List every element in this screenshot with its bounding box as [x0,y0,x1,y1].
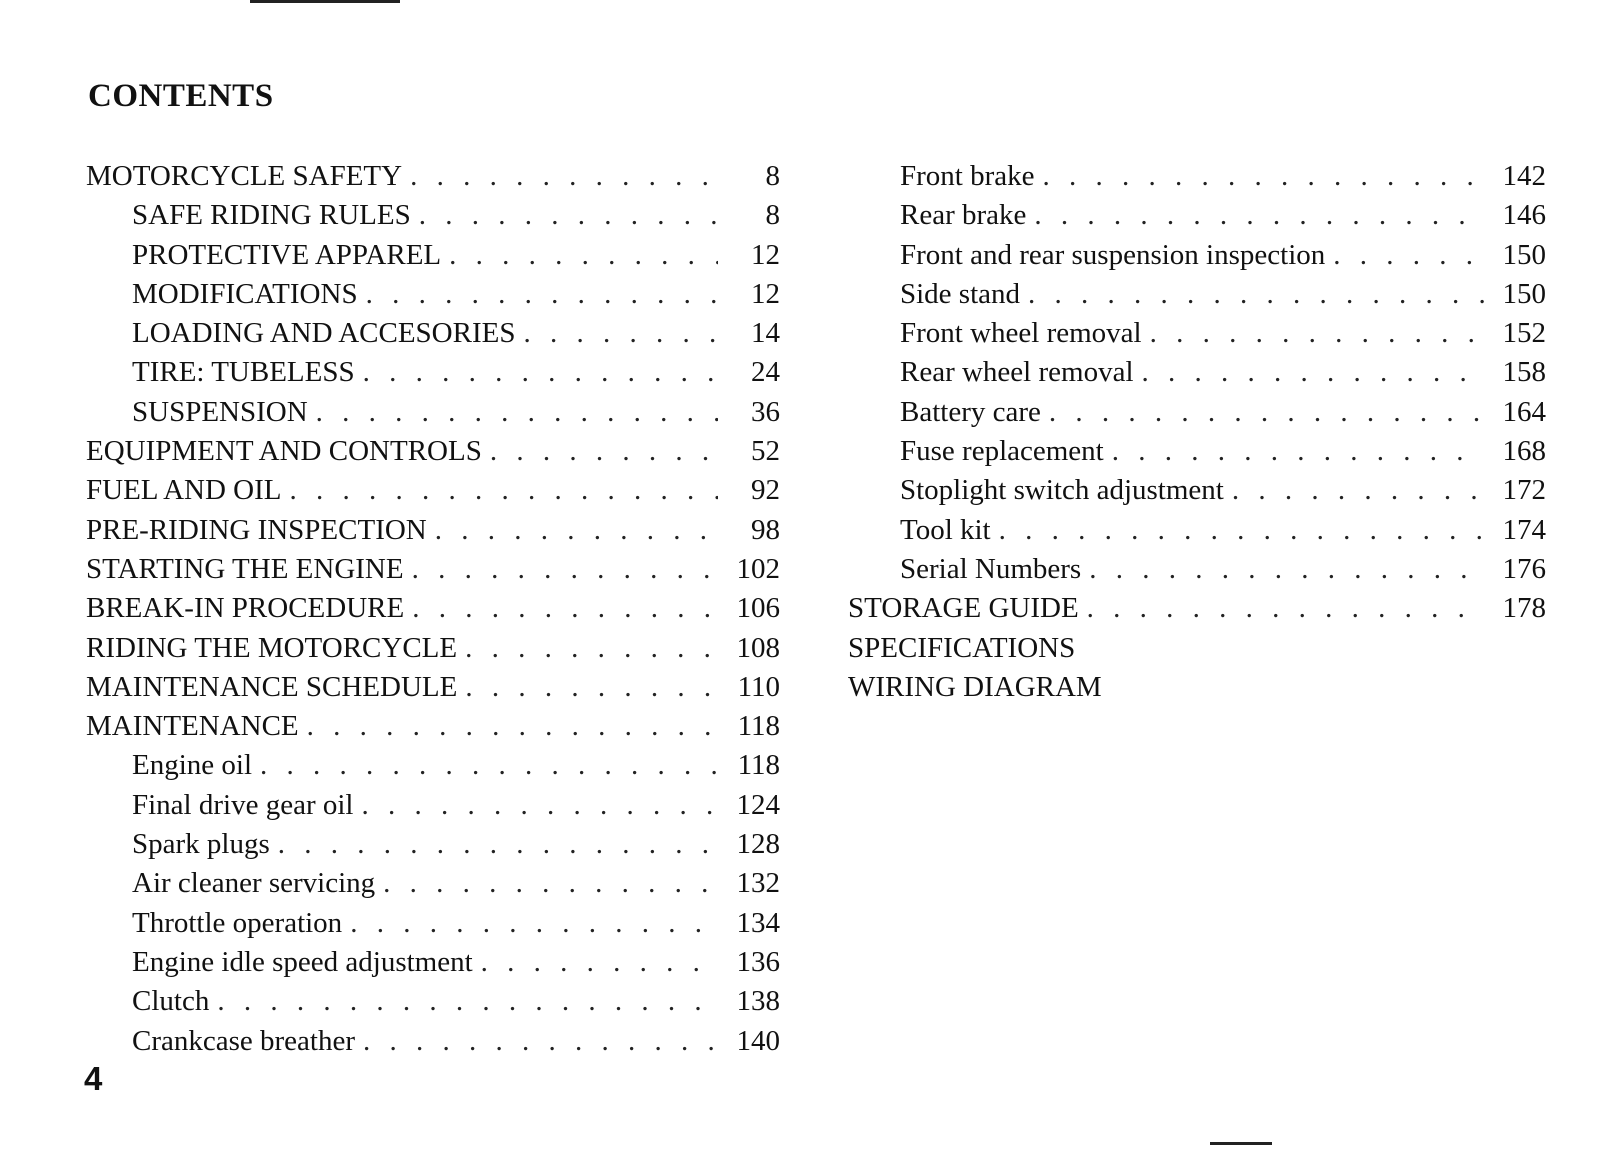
toc-entry[interactable] [86,199,780,238]
toc-entry[interactable] [848,632,1546,671]
toc-entry-label: Stoplight switch adjustment [900,474,1224,507]
toc-entry-page: 128 [736,828,780,861]
toc-entry[interactable] [86,710,780,749]
toc-entry-page: 36 [751,395,780,428]
toc-leader-dots [1142,356,1484,389]
toc-entry-label: Engine idle speed adjustment [132,945,473,978]
toc-leader-dots [366,278,718,311]
toc-entry[interactable] [86,474,780,513]
toc-entry-page: 136 [736,945,780,978]
toc-entry-label: Rear brake [900,199,1027,232]
toc-entry-label: LOADING AND ACCESORIES [132,317,516,350]
toc-entry-label: Fuse replacement [900,435,1104,468]
toc-entry-label: Clutch [132,985,210,1018]
toc-entry[interactable] [848,553,1546,592]
toc-entry-page: 152 [1502,317,1546,350]
toc-entry[interactable] [86,160,780,199]
toc-entry-page: 8 [765,160,780,192]
toc-leader-dots [412,553,718,586]
toc-entry-page: 12 [751,277,780,310]
toc-entry[interactable] [86,749,780,788]
toc-entry-label: Tool kit [900,513,991,546]
toc-entry-page: 174 [1502,513,1546,546]
toc-entry-label: SUSPENSION [132,395,308,428]
toc-entry-label: SAFE RIDING RULES [132,199,411,232]
toc-leader-dots [481,946,718,979]
toc-entry[interactable] [848,356,1546,395]
toc-entry[interactable] [848,396,1546,435]
toc-entry-label: FUEL AND OIL [86,474,282,507]
toc-leader-dots [289,474,718,507]
toc-leader-dots [412,592,718,625]
toc-entry-label: BREAK-IN PROCEDURE [86,592,405,625]
toc-left-column [86,160,780,1064]
toc-entry[interactable] [86,1025,780,1064]
toc-entry-page: 106 [736,592,780,625]
toc-leader-dots [1089,553,1484,586]
toc-entry-label: MAINTENANCE [86,710,299,743]
toc-entry-label: EQUIPMENT AND CONTROLS [86,435,482,468]
toc-entry-label: STORAGE GUIDE [848,592,1079,625]
page-title: CONTENTS [88,78,274,114]
toc-entry-label: Side stand [900,277,1021,310]
toc-entry[interactable] [86,239,780,278]
toc-entry[interactable] [848,160,1546,199]
page-number: 4 [84,1060,103,1097]
toc-entry-label: PRE-RIDING INSPECTION [86,513,427,546]
toc-entry-label: MAINTENANCE SCHEDULE [86,670,458,703]
toc-entry[interactable] [86,671,780,710]
toc-leader-dots [1043,160,1485,193]
toc-leader-dots [1150,317,1484,350]
toc-entry-page: 118 [737,749,780,782]
toc-entry-label: RIDING THE MOTORCYCLE [86,631,458,664]
toc-leader-dots [449,239,718,272]
toc-entry-page: 158 [1502,356,1546,389]
toc-entry-label: PROTECTIVE APPAREL [132,238,442,271]
toc-leader-dots [465,632,718,665]
toc-leader-dots [260,749,718,782]
toc-entry-page: 102 [736,552,780,585]
toc-leader-dots [350,907,718,940]
toc-entry[interactable] [848,592,1546,631]
toc-entry[interactable] [86,985,780,1024]
toc-entry-page: 172 [1502,474,1546,507]
bottom-rule [1210,1142,1272,1145]
toc-entry[interactable] [86,356,780,395]
toc-entry[interactable] [848,199,1546,238]
toc-leader-dots [361,789,718,822]
toc-entry-page: 140 [736,1024,780,1057]
toc-entry[interactable] [86,789,780,828]
toc-entry[interactable] [86,553,780,592]
toc-entry-label: Battery care [900,395,1041,428]
toc-leader-dots [1232,474,1484,507]
toc-entry-page: 8 [765,199,780,232]
toc-entry-label: Air cleaner servicing [132,867,376,900]
toc-entry[interactable] [86,435,780,474]
toc-entry-page: 110 [737,670,780,703]
toc-entry[interactable] [86,514,780,553]
toc-entry-label: SPECIFICATIONS [848,631,1076,664]
toc-entry-page: 124 [736,788,780,821]
toc-entry-page: 14 [751,317,780,350]
toc-leader-dots [1049,396,1484,429]
toc-leader-dots [217,985,718,1018]
toc-leader-dots [1028,278,1484,311]
toc-entry[interactable] [86,592,780,631]
toc-entry[interactable] [86,632,780,671]
top-rule [250,0,400,3]
toc-entry-label: TIRE: TUBELESS [132,356,355,389]
toc-entry-page: 142 [1502,160,1546,192]
toc-entry[interactable] [86,278,780,317]
toc-entry-page: 132 [736,867,780,900]
toc-leader-dots [363,356,718,389]
toc-leader-dots [1333,239,1484,272]
toc-leader-dots [1087,592,1484,625]
toc-entry-label: Front wheel removal [900,317,1142,350]
toc-leader-dots [419,199,718,232]
toc-entry-page: 178 [1502,592,1546,625]
toc-entry[interactable] [848,671,1546,710]
toc-entry-page: 92 [751,474,780,507]
toc-entry[interactable] [848,514,1546,553]
toc-entry-page: 146 [1502,199,1546,232]
toc-leader-dots [999,514,1484,547]
toc-entry-label: Throttle operation [132,906,343,939]
toc-leader-dots [523,317,718,350]
toc-leader-dots [383,867,718,900]
toc-entry[interactable] [86,317,780,356]
toc-entry[interactable] [848,278,1546,317]
toc-entry-label: MODIFICATIONS [132,277,358,310]
toc-leader-dots [316,396,718,429]
toc-leader-dots [410,160,718,193]
toc-entry[interactable] [848,435,1546,474]
toc-entry-page: 176 [1502,552,1546,585]
toc-leader-dots [490,435,718,468]
toc-entry[interactable] [848,317,1546,356]
toc-leader-dots [435,514,718,547]
toc-entry-page: 134 [736,906,780,939]
toc-entry-page: 52 [751,435,780,468]
toc-entry-page: 150 [1502,277,1546,310]
toc-entry-page: 150 [1502,238,1546,271]
toc-entry[interactable] [848,474,1546,513]
toc-entry-label: MOTORCYCLE SAFETY [86,160,403,192]
toc-leader-dots [1034,199,1484,232]
toc-entry-label: Rear wheel removal [900,356,1134,389]
toc-entry-label: Front and rear suspension inspection [900,238,1326,271]
toc-entry[interactable] [86,907,780,946]
toc-entry[interactable] [86,396,780,435]
toc-leader-dots [278,828,718,861]
toc-entry-page: 138 [736,985,780,1018]
toc-entry-page: 98 [751,513,780,546]
toc-leader-dots [307,710,718,743]
toc-entry-label: Front brake [900,160,1035,192]
toc-entry-label: Engine oil [132,749,253,782]
toc-entry-label: Crankcase breather [132,1024,356,1057]
toc-entry-label: Serial Numbers [900,552,1082,585]
toc-entry-page: 118 [737,710,780,743]
toc-entry-page: 164 [1502,395,1546,428]
toc-entry[interactable] [86,867,780,906]
toc-entry-page: 12 [751,238,780,271]
toc-entry[interactable] [848,239,1546,278]
toc-leader-dots [1112,435,1484,468]
toc-entry-page: 24 [751,356,780,389]
toc-entry[interactable] [86,828,780,867]
toc-entry[interactable] [86,946,780,985]
toc-entry-label: WIRING DIAGRAM [848,670,1102,703]
toc-entry-label: STARTING THE ENGINE [86,552,404,585]
toc-leader-dots [465,671,718,704]
toc-leader-dots [363,1025,718,1058]
toc-entry-page: 168 [1502,435,1546,468]
toc-entry-label: Final drive gear oil [132,788,354,821]
toc-entry-label: Spark plugs [132,828,270,861]
toc-entry-page: 108 [736,631,780,664]
toc-right-column [848,160,1546,710]
